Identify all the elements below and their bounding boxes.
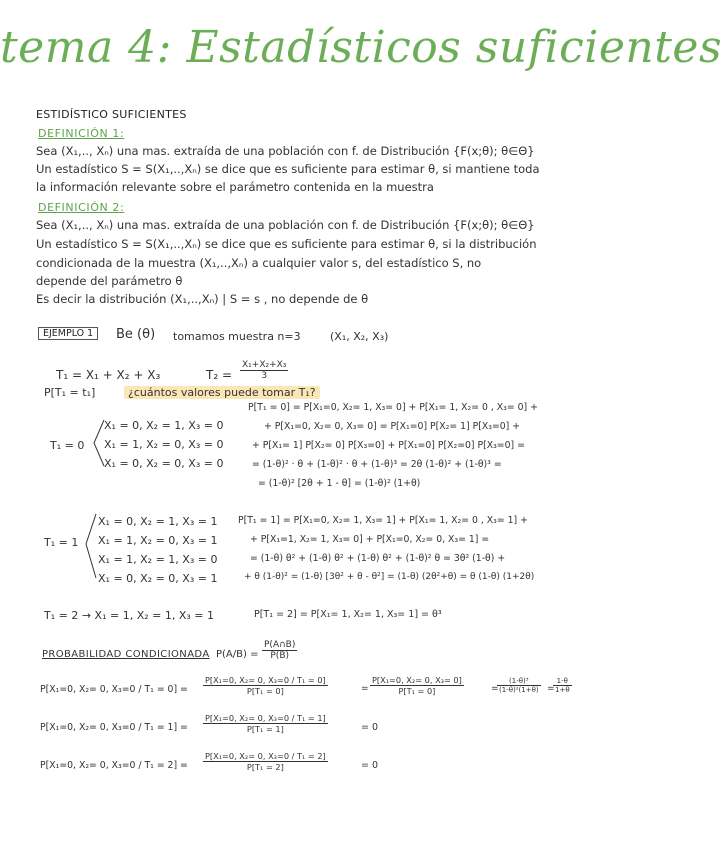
conditional-row-1-fraction-4-denominator: 1+θ	[555, 686, 570, 694]
conditional-row-1-lhs: P[X₁=0, X₂= 0, X₃=0 / T₁ = 0] =	[40, 684, 188, 695]
definition-2-label: DEFINICIÓN 2:	[38, 201, 125, 214]
definition-2-line-2: Un estadístico S = S(X₁,..,Xₙ) se dice que es suficiente para estimar θ, si la distribución	[36, 237, 537, 251]
conditional-row-2-denominator: P[T₁ = 1]	[246, 724, 284, 734]
case-0-eq-4: = (1-θ)² · θ + (1-θ)² · θ + (1-θ)³ = 2θ (1-θ)² + (1-θ)³ =	[252, 459, 502, 470]
case-1-combo-1: X₁ = 0, X₂ = 1, X₃ = 1	[98, 515, 218, 528]
case-1-eq-1: P[T₁ = 1] = P[X₁=0, X₂= 1, X₃= 1] + P[X₁= 1, X₂= 0 , X₃= 1] +	[238, 515, 528, 526]
case-0-eq-3: + P[X₁= 1] P[X₂= 0] P[X₃=0] + P[X₁=0] P[X₂=0] P[X₃=0] =	[252, 440, 525, 451]
conditional-row-2-result: = 0	[361, 722, 379, 733]
case-1-eq-4: + θ (1-θ)² = (1-θ) [3θ² + θ - θ²] = (1-θ) (2θ²+θ) = θ (1-θ) (1+2θ)	[244, 572, 535, 582]
case-0-eq-1: P[T₁ = 0] = P[X₁=0, X₂= 1, X₃= 0] + P[X₁= 1, X₂= 0 , X₃= 0] +	[248, 402, 538, 413]
example-label: EJEMPLO 1	[38, 327, 98, 340]
statistic-t2-label: T₂ =	[206, 368, 233, 382]
conditional-row-1-fraction-4-numerator: 1-θ	[553, 677, 572, 686]
section-heading: ESTIDÍSTICO SUFICIENTES	[36, 108, 187, 121]
conditional-row-1-fraction-4	[553, 677, 572, 694]
definition-1-label: DEFINICIÓN 1:	[38, 127, 125, 140]
conditional-row-1-fraction-1	[203, 675, 328, 696]
conditional-row-2-numerator: P[X₁=0, X₂= 0, X₃=0 / T₁ = 1]	[205, 713, 326, 723]
conditional-row-3-numerator: P[X₁=0, X₂= 0, X₃=0 / T₁ = 2]	[205, 751, 326, 761]
case-1-label: T₁ = 1	[44, 536, 79, 549]
case-0-eq-2: + P[X₁=0, X₂= 0, X₃= 0] = P[X₁=0] P[X₂= 1] P[X₃=0] +	[264, 421, 521, 432]
conditional-row-1-fraction-2-denominator: P[T₁ = 0]	[398, 686, 436, 696]
conditional-formula-denominator: P(B)	[270, 651, 289, 661]
conditional-row-1-fraction-2	[370, 675, 464, 696]
equals-sign: =	[491, 684, 499, 694]
case-1-eq-3: = (1-θ) θ² + (1-θ) θ² + (1-θ) θ² + (1-θ)² θ = 3θ² (1-θ) +	[250, 553, 506, 564]
case-0-eq-5: = (1-θ)² [2θ + 1 - θ] = (1-θ)² (1+θ)	[258, 478, 421, 489]
definition-2-line-5: Es decir la distribución (X₁,..,Xₙ) | S = s , no depende de θ	[36, 292, 369, 306]
conditional-heading: PROBABILIDAD CONDICIONADA	[42, 649, 210, 660]
distribution: Be (θ)	[116, 327, 156, 342]
conditional-row-1-fraction-3-numerator: (1-θ)³	[497, 677, 541, 686]
definition-2-line-4: depende del parámetro θ	[36, 274, 183, 288]
conditional-row-1-fraction-1-denominator: P[T₁ = 0]	[246, 686, 284, 696]
case-1-combo-2: X₁ = 1, X₂ = 0, X₃ = 1	[98, 534, 218, 547]
case-0-combo-1: X₁ = 0, X₂ = 1, X₃ = 0	[104, 419, 224, 432]
statistic-t1: T₁ = X₁ + X₂ + X₃	[56, 368, 161, 382]
sample-vector: (X₁, X₂, X₃)	[330, 330, 389, 343]
case-1-combo-4: X₁ = 0, X₂ = 0, X₃ = 1	[98, 572, 218, 585]
definition-2-line-3: condicionada de la muestra (X₁,..,Xₙ) a cualquier valor s, del estadístico S, no	[36, 256, 482, 270]
conditional-formula-numerator: P(A∩B)	[264, 640, 296, 650]
case-1-eq-2: + P[X₁=1, X₂= 1, X₃= 0] + P[X₁=0, X₂= 0, X₃= 1] =	[250, 534, 490, 545]
case-2-label: T₁ = 2 → X₁ = 1, X₂ = 1, X₃ = 1	[44, 609, 214, 622]
statistic-t2-denominator: 3	[261, 371, 268, 381]
probability-t1: P[T₁ = t₁]	[44, 386, 96, 399]
conditional-formula-lhs: P(A/B) =	[216, 649, 259, 660]
definition-1-line-3: la información relevante sobre el parámetro contenida en la muestra	[36, 180, 434, 194]
conditional-row-1-fraction-1-numerator: P[X₁=0, X₂= 0, X₃=0 / T₁ = 0]	[205, 675, 326, 685]
case-1-brace	[84, 512, 98, 580]
conditional-row-1-fraction-3-denominator: (1-θ)²(1+θ)	[499, 686, 539, 694]
case-0-combo-2: X₁ = 1, X₂ = 0, X₃ = 0	[104, 438, 224, 451]
conditional-row-2-fraction	[203, 713, 328, 734]
case-0-label: T₁ = 0	[50, 439, 85, 452]
conditional-row-2-lhs: P[X₁=0, X₂= 0, X₃=0 / T₁ = 1] =	[40, 722, 188, 733]
sample-size-note: tomamos muestra n=3	[173, 330, 301, 343]
definition-2-line-1: Sea (X₁,.., Xₙ) una mas. extraída de una población con f. de Distribución {F(x;θ); θ∈Θ}	[36, 218, 535, 232]
case-0-combo-3: X₁ = 0, X₂ = 0, X₃ = 0	[104, 457, 224, 470]
highlighted-question: ¿cuántos valores puede tomar T₁?	[124, 386, 320, 399]
definition-1-line-1: Sea (X₁,.., Xₙ) una mas. extraída de una población con f. de Distribución {F(x;θ); θ∈Θ}	[36, 144, 535, 158]
statistic-t2-numerator: X₁+X₂+X₃	[242, 360, 287, 370]
conditional-row-1-fraction-2-numerator: P[X₁=0, X₂= 0, X₃= 0]	[372, 675, 462, 685]
conditional-row-3-lhs: P[X₁=0, X₂= 0, X₃=0 / T₁ = 2] =	[40, 760, 188, 771]
page-title: tema 4: Estadísticos suficientes	[0, 22, 722, 73]
case-1-combo-3: X₁ = 1, X₂ = 1, X₃ = 0	[98, 553, 218, 566]
definition-1-line-2: Un estadístico S = S(X₁,..,Xₙ) se dice que es suficiente para estimar θ, si mantiene toda	[36, 162, 540, 176]
case-2-eq: P[T₁ = 2] = P[X₁= 1, X₂= 1, X₃= 1] = θ³	[254, 609, 442, 620]
conditional-row-3-denominator: P[T₁ = 2]	[246, 762, 284, 772]
statistic-t2-fraction	[240, 360, 288, 381]
conditional-row-3-fraction	[203, 751, 328, 772]
equals-sign: =	[361, 684, 369, 694]
conditional-row-1-fraction-3	[497, 677, 541, 694]
conditional-formula	[262, 640, 297, 661]
conditional-row-3-result: = 0	[361, 760, 379, 771]
equals-sign: =	[547, 684, 555, 694]
